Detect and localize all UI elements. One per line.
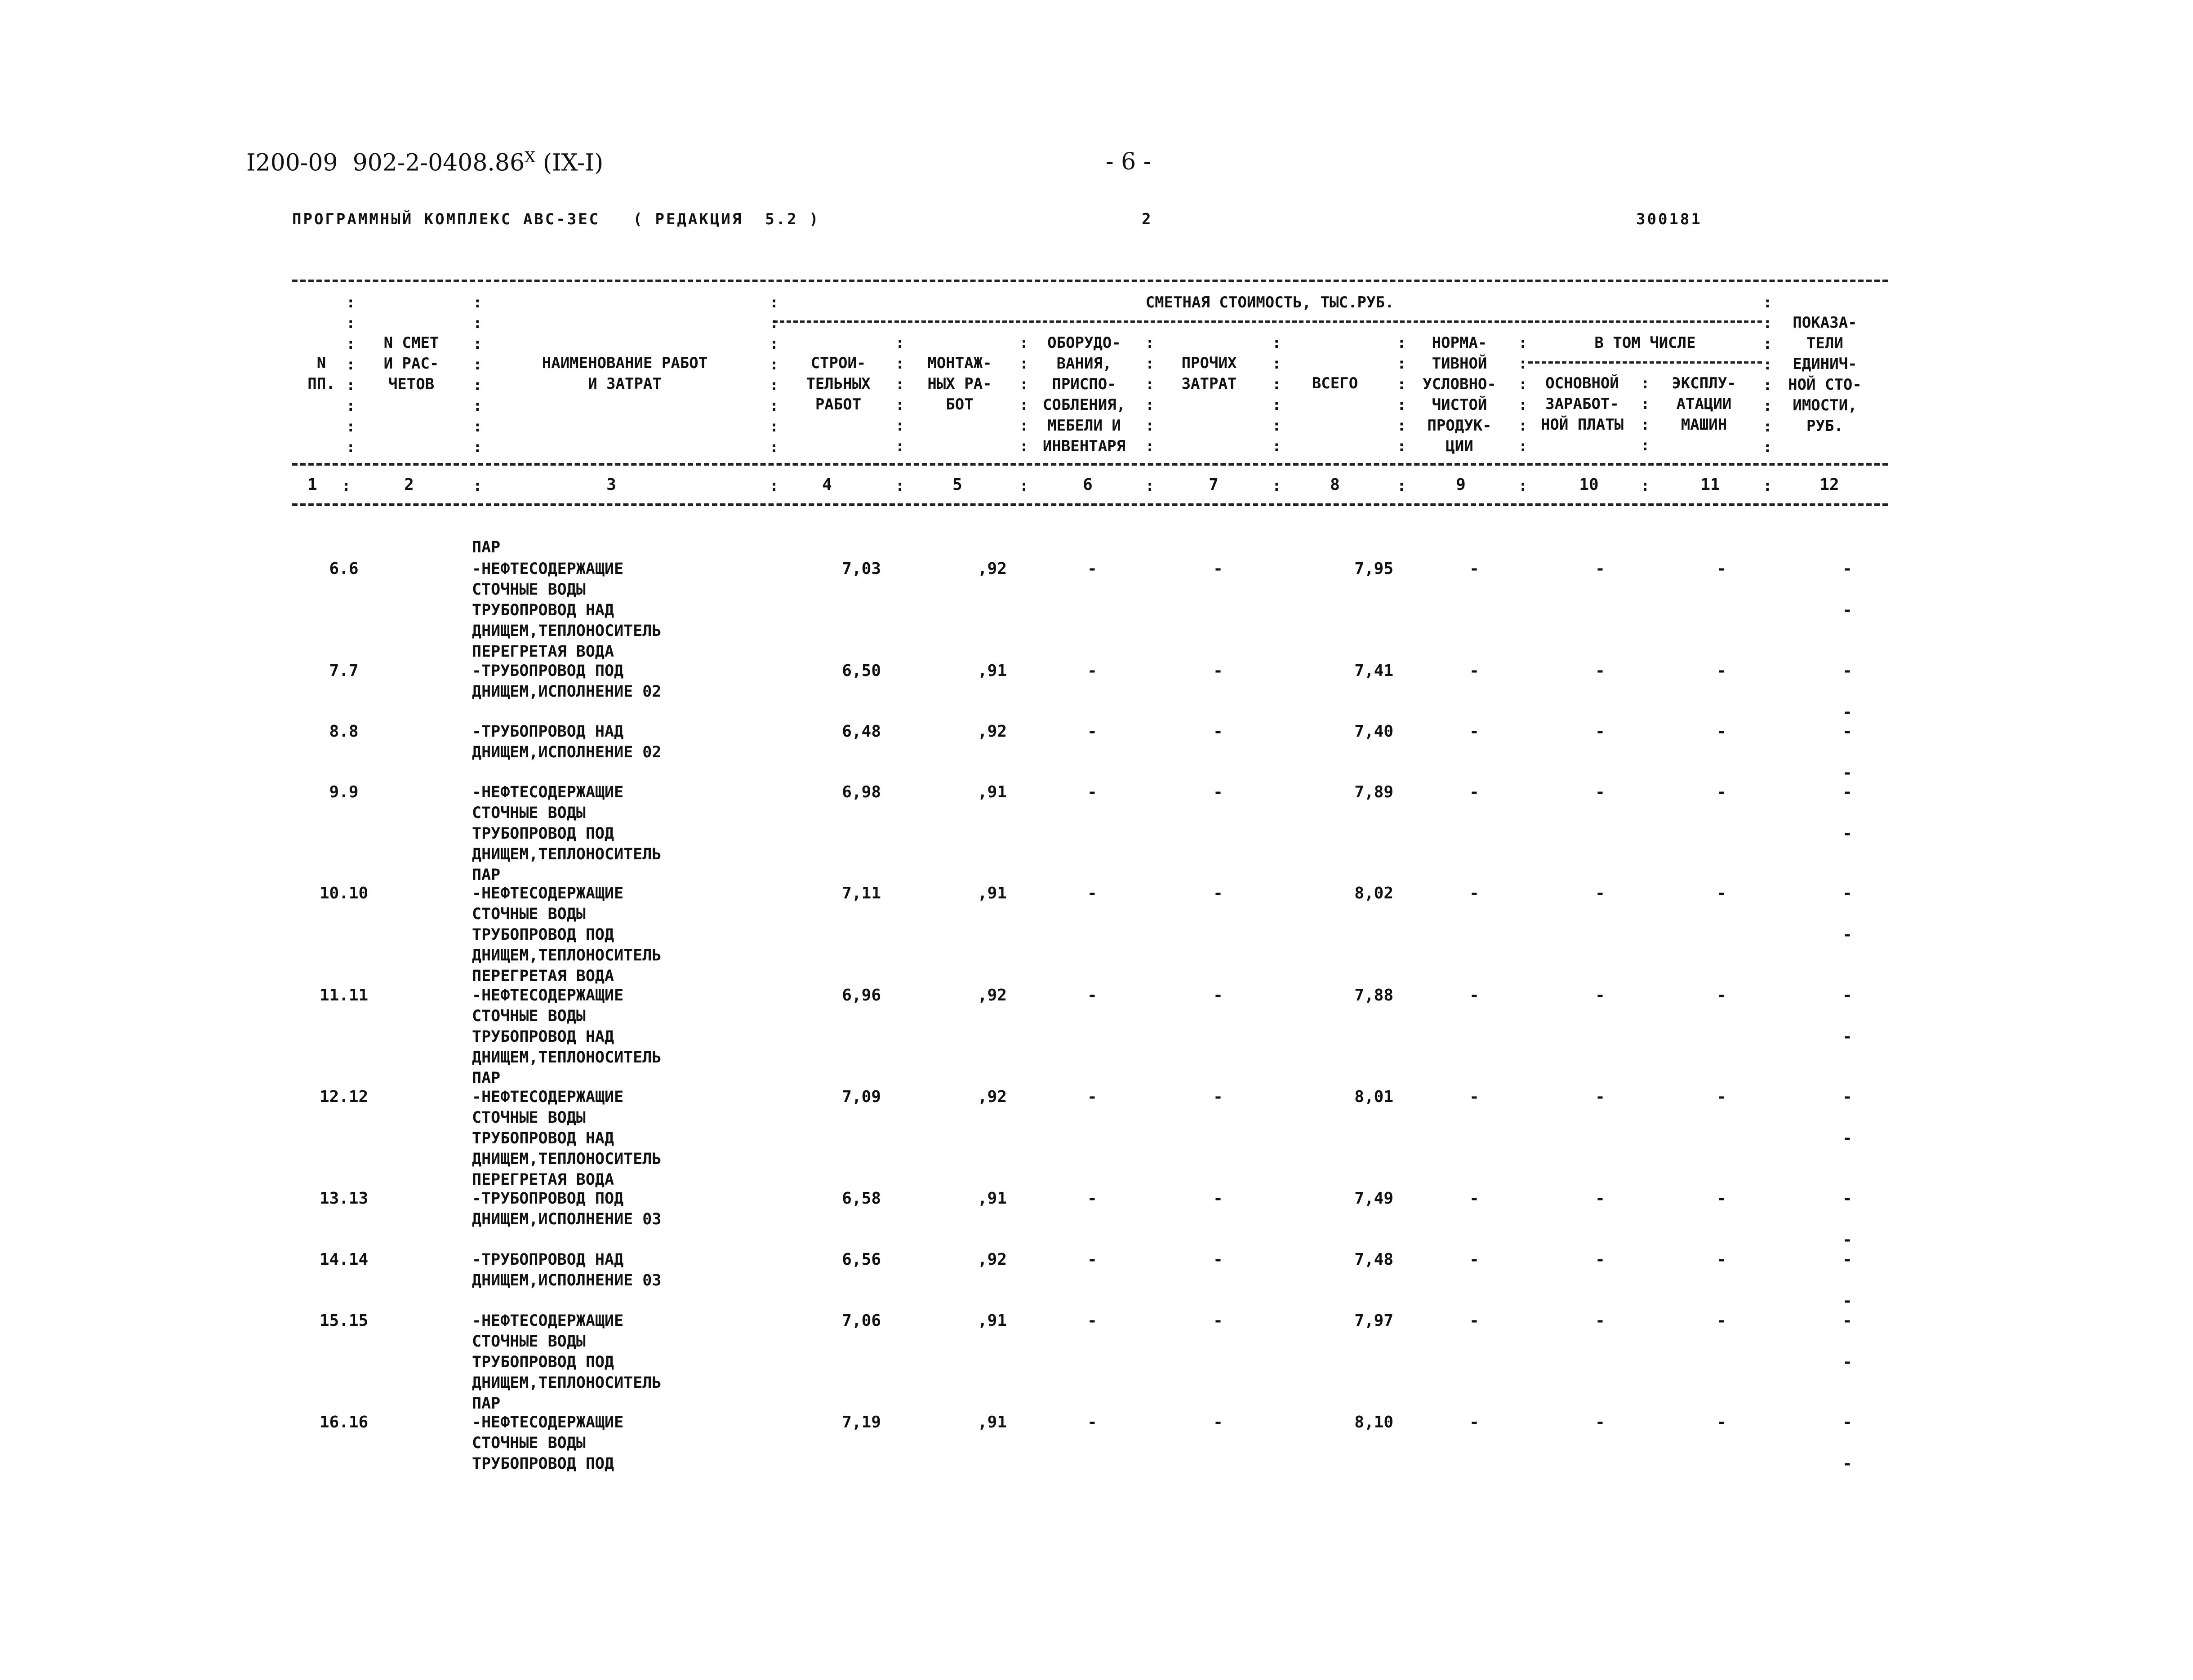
header-col-2: N СМЕТ И РАС- ЧЕТОВ [383, 334, 439, 393]
cell-unit-cost: - [1842, 1311, 1852, 1330]
cell-salary: - [1595, 560, 1605, 578]
header-col-8: ВСЕГО [1312, 374, 1358, 392]
col-separator: : : : : : : [1019, 334, 1029, 455]
cell-work-name: -ТРУБОПРОВОД НАД ДНИЩЕМ,ИСПОЛНЕНИЕ 02 [472, 723, 662, 761]
document-code-main: I200-09 902-2-0408.86 [246, 149, 525, 177]
cell-salary: - [1595, 986, 1605, 1004]
cell-other: - [1213, 1311, 1223, 1330]
cell-unit-cost-extra: - [1842, 1129, 1852, 1147]
cell-unit-cost: - [1842, 1088, 1852, 1106]
cell-construction: 7,11 [842, 884, 881, 902]
cell-installation: ,91 [977, 1311, 1007, 1330]
col-separator: : : : : : : [1272, 334, 1281, 455]
cell-total: 8,10 [1354, 1413, 1393, 1431]
cell-row-number: 11.11 [319, 986, 369, 1004]
header-col-7: ПРОЧИХ ЗАТРАТ [1181, 354, 1237, 393]
col-separator: : [1272, 477, 1281, 495]
cell-machines: - [1717, 1311, 1726, 1330]
cell-unit-cost-extra: - [1842, 1027, 1852, 1046]
cell-installation: ,92 [977, 560, 1007, 578]
cell-installation: ,91 [977, 884, 1007, 902]
cell-equipment: - [1087, 1413, 1097, 1431]
header-incl-group: В ТОМ ЧИСЛЕ [1594, 334, 1696, 352]
cell-unit-cost: - [1842, 1189, 1852, 1208]
col-separator: : [895, 477, 905, 495]
document-code-superscript: X [525, 148, 536, 166]
col-number: 3 [606, 476, 616, 494]
incl-group-rule [1528, 361, 1762, 364]
cell-work-name: -НЕФТЕСОДЕРЖАЩИЕ СТОЧНЫЕ ВОДЫ ТРУБОПРОВОД НАД ДНИЩЕМ,ТЕПЛОНОСИТЕЛЬ ПЕРЕГРЕТАЯ ВОДА [472, 560, 662, 661]
header-cost-group: СМЕТНАЯ СТОИМОСТЬ, ТЫС.РУБ. [1145, 293, 1394, 311]
cell-construction: 6,58 [842, 1189, 881, 1208]
cell-other: - [1213, 1250, 1223, 1269]
cell-equipment: - [1087, 1311, 1097, 1330]
col-separator: : : : : : : [1145, 334, 1155, 455]
cell-work-name: -ТРУБОПРОВОД ПОД ДНИЩЕМ,ИСПОЛНЕНИЕ 03 [472, 1190, 662, 1228]
cell-installation: ,92 [977, 1250, 1007, 1269]
cell-salary: - [1595, 1413, 1605, 1431]
col-separator: : [1763, 477, 1772, 495]
cell-machines: - [1717, 986, 1726, 1004]
col-number: 10 [1579, 476, 1599, 494]
header-col-11: ЭКСПЛУ- АТАЦИИ МАШИН [1672, 374, 1736, 434]
cell-normative: - [1469, 986, 1479, 1004]
col-separator: : [1641, 477, 1650, 495]
cell-machines: - [1717, 560, 1726, 578]
page-number: - 6 - [1106, 148, 1152, 175]
col-separator: : : : : : : : : [346, 293, 356, 456]
cell-salary: - [1595, 783, 1605, 801]
col-number: 9 [1456, 476, 1466, 494]
col-separator: : : : : : : [1397, 334, 1406, 455]
cell-other: - [1213, 884, 1223, 902]
col-number: 5 [952, 476, 962, 494]
colnum-bottom-rule [292, 503, 1888, 506]
cell-normative: - [1469, 560, 1479, 578]
cell-normative: - [1469, 1413, 1479, 1431]
cell-machines: - [1717, 662, 1726, 680]
cell-normative: - [1469, 1250, 1479, 1269]
cell-row-number: 10.10 [319, 884, 369, 902]
cell-installation: ,92 [977, 722, 1007, 741]
cell-installation: ,91 [977, 783, 1007, 801]
col-separator: : [473, 477, 482, 495]
cell-machines: - [1717, 1250, 1726, 1269]
cell-installation: ,91 [977, 1413, 1007, 1431]
header-col-12: ПОКАЗА- ТЕЛИ ЕДИНИЧ- НОЙ СТО- ИМОСТИ, РУБ. [1788, 314, 1862, 435]
col-separator: : [1145, 477, 1155, 495]
col-number: 4 [822, 476, 832, 494]
cell-other: - [1213, 1189, 1223, 1208]
cell-unit-cost-extra: - [1842, 1353, 1852, 1371]
table-top-rule [292, 280, 1888, 282]
cell-salary: - [1595, 1189, 1605, 1208]
cell-normative: - [1469, 884, 1479, 902]
header-col-6: ОБОРУДО- ВАНИЯ, ПРИСПО- СОБЛЕНИЯ, МЕБЕЛИ И ИНВЕНТАРЯ [1042, 334, 1126, 455]
cell-unit-cost: - [1842, 560, 1852, 578]
cell-total: 7,48 [1354, 1250, 1393, 1269]
col-separator: : : : : : : [895, 334, 905, 455]
cell-equipment: - [1087, 783, 1097, 801]
cell-normative: - [1469, 662, 1479, 680]
cell-equipment: - [1087, 1088, 1097, 1106]
cell-unit-cost: - [1842, 783, 1852, 801]
cell-total: 7,40 [1354, 722, 1393, 741]
col-number: 7 [1209, 476, 1219, 494]
cell-row-number: 16.16 [319, 1413, 369, 1431]
cell-equipment: - [1087, 1250, 1097, 1269]
cell-machines: - [1717, 722, 1726, 741]
cell-salary: - [1595, 1250, 1605, 1269]
cell-construction: 6,98 [842, 783, 881, 801]
header-col-10: ОСНОВНОЙ ЗАРАБОТ- НОЙ ПЛАТЫ [1540, 374, 1624, 434]
cell-total: 7,97 [1354, 1311, 1393, 1330]
cell-row-number: 12.12 [319, 1088, 369, 1106]
cell-other: - [1213, 986, 1223, 1004]
cell-work-name: -НЕФТЕСОДЕРЖАЩИЕ СТОЧНЫЕ ВОДЫ ТРУБОПРОВОД ПОД ДНИЩЕМ,ТЕПЛОНОСИТЕЛЬ ПЕРЕГРЕТАЯ ВОДА [472, 884, 662, 985]
cell-normative: - [1469, 1189, 1479, 1208]
cell-row-number: 6.6 [329, 560, 359, 578]
cell-construction: 7,03 [842, 560, 881, 578]
cell-installation: ,91 [977, 1189, 1007, 1208]
document-code-suffix: (IX-I) [535, 149, 604, 177]
col-number: 2 [404, 476, 414, 494]
col-number: 8 [1330, 476, 1340, 494]
cell-installation: ,92 [977, 986, 1007, 1004]
cell-salary: - [1595, 662, 1605, 680]
col-separator: : [1518, 477, 1528, 495]
header-col-5: МОНТАЖ- НЫХ РА- БОТ [927, 354, 992, 413]
cell-unit-cost: - [1842, 1413, 1852, 1431]
cell-equipment: - [1087, 722, 1097, 741]
cell-construction: 6,48 [842, 722, 881, 741]
header-bottom-rule [292, 463, 1888, 466]
cell-other: - [1213, 1413, 1223, 1431]
cell-unit-cost-extra: - [1842, 1292, 1852, 1310]
cell-machines: - [1717, 884, 1726, 902]
col-number: 11 [1700, 476, 1720, 494]
cell-machines: - [1717, 1088, 1726, 1106]
cell-work-name: -НЕФТЕСОДЕРЖАЩИЕ СТОЧНЫЕ ВОДЫ ТРУБОПРОВОД ПОД ДНИЩЕМ,ТЕПЛОНОСИТЕЛЬ ПАР [472, 1312, 662, 1413]
cell-unit-cost: - [1842, 986, 1852, 1004]
cell-construction: 7,09 [842, 1088, 881, 1106]
carryover-fragment: ПАР [472, 538, 501, 556]
cell-equipment: - [1087, 1189, 1097, 1208]
header-col-3: НАИМЕНОВАНИЕ РАБОТ И ЗАТРАТ [542, 354, 708, 393]
cell-unit-cost-extra: - [1842, 925, 1852, 944]
cell-work-name: -ТРУБОПРОВОД НАД ДНИЩЕМ,ИСПОЛНЕНИЕ 03 [472, 1251, 662, 1289]
cell-row-number: 14.14 [319, 1250, 369, 1269]
cell-normative: - [1469, 1088, 1479, 1106]
col-separator: : [1397, 477, 1406, 495]
cell-total: 7,41 [1354, 662, 1393, 680]
document-code [246, 148, 603, 176]
cell-normative: - [1469, 722, 1479, 741]
cell-equipment: - [1087, 560, 1097, 578]
header-col-4: СТРОИ- ТЕЛЬНЫХ РАБОТ [806, 354, 871, 413]
col-separator: : [770, 477, 779, 495]
col-separator: : : : : : : [1518, 334, 1528, 455]
cell-row-number: 8.8 [329, 722, 359, 741]
cell-work-name: -НЕФТЕСОДЕРЖАЩИЕ СТОЧНЫЕ ВОДЫ ТРУБОПРОВОД ПОД [472, 1413, 624, 1473]
cell-total: 7,89 [1354, 783, 1393, 801]
col-separator: : : : : : : : : [473, 293, 482, 456]
cell-total: 7,95 [1354, 560, 1393, 578]
cell-unit-cost-extra: - [1842, 764, 1852, 782]
cell-equipment: - [1087, 986, 1097, 1004]
cell-unit-cost-extra: - [1842, 601, 1852, 619]
cell-work-name: -ТРУБОПРОВОД ПОД ДНИЩЕМ,ИСПОЛНЕНИЕ 02 [472, 662, 662, 701]
cell-total: 8,01 [1354, 1088, 1393, 1106]
cell-unit-cost-extra: - [1842, 703, 1852, 721]
cell-row-number: 7.7 [329, 662, 359, 680]
cell-construction: 6,96 [842, 986, 881, 1004]
cell-construction: 7,06 [842, 1311, 881, 1330]
cell-machines: - [1717, 1413, 1726, 1431]
cell-total: 7,49 [1354, 1189, 1393, 1208]
cell-row-number: 15.15 [319, 1311, 369, 1330]
cell-unit-cost: - [1842, 1250, 1852, 1269]
cell-unit-cost: - [1842, 722, 1852, 741]
cell-installation: ,92 [977, 1088, 1007, 1106]
cell-unit-cost-extra: - [1842, 1454, 1852, 1473]
cell-unit-cost-extra: - [1842, 824, 1852, 843]
cell-normative: - [1469, 1311, 1479, 1330]
cell-construction: 6,56 [842, 1250, 881, 1269]
col-number: 1 [307, 476, 317, 494]
cell-construction: 7,19 [842, 1413, 881, 1431]
cell-installation: ,91 [977, 662, 1007, 680]
cell-salary: - [1595, 1311, 1605, 1330]
cell-normative: - [1469, 783, 1479, 801]
document-number: 300181 [1636, 210, 1702, 228]
col-separator: : : : : [1641, 374, 1650, 454]
cell-work-name: -НЕФТЕСОДЕРЖАЩИЕ СТОЧНЫЕ ВОДЫ ТРУБОПРОВОД НАД ДНИЩЕМ,ТЕПЛОНОСИТЕЛЬ ПАР [472, 987, 662, 1087]
cell-other: - [1213, 560, 1223, 578]
cell-construction: 6,50 [842, 662, 881, 680]
header-col-9: НОРМА- ТИВНОЙ УСЛОВНО- ЧИСТОЙ ПРОДУК- ЦИИ [1423, 334, 1496, 455]
cell-other: - [1213, 783, 1223, 801]
cell-unit-cost-extra: - [1842, 1231, 1852, 1249]
col-separator: : : : : : : : : [770, 293, 779, 456]
cell-salary: - [1595, 722, 1605, 741]
cost-group-rule [773, 320, 1762, 323]
cell-row-number: 9.9 [329, 783, 359, 801]
header-col-1: N ПП. [307, 354, 335, 393]
col-separator: : [342, 477, 351, 495]
program-number: 2 [1142, 210, 1153, 228]
cell-unit-cost: - [1842, 662, 1852, 680]
cell-row-number: 13.13 [319, 1189, 369, 1208]
cell-total: 7,88 [1354, 986, 1393, 1004]
cell-equipment: - [1087, 662, 1097, 680]
cell-salary: - [1595, 1088, 1605, 1106]
cell-work-name: -НЕФТЕСОДЕРЖАЩИЕ СТОЧНЫЕ ВОДЫ ТРУБОПРОВОД НАД ДНИЩЕМ,ТЕПЛОНОСИТЕЛЬ ПЕРЕГРЕТАЯ ВОДА [472, 1088, 662, 1189]
cell-unit-cost: - [1842, 884, 1852, 902]
cell-machines: - [1717, 783, 1726, 801]
cell-machines: - [1717, 1189, 1726, 1208]
cell-total: 8,02 [1354, 884, 1393, 902]
cell-work-name: -НЕФТЕСОДЕРЖАЩИЕ СТОЧНЫЕ ВОДЫ ТРУБОПРОВОД ПОД ДНИЩЕМ,ТЕПЛОНОСИТЕЛЬ ПАР [472, 783, 662, 884]
cell-other: - [1213, 662, 1223, 680]
cell-other: - [1213, 722, 1223, 741]
program-title: ПРОГРАММНЫЙ КОМПЛЕКС АВС-3ЕС ( РЕДАКЦИЯ 5.2 ) [292, 210, 820, 228]
cell-salary: - [1595, 884, 1605, 902]
cell-other: - [1213, 1088, 1223, 1106]
col-separator: : [1019, 477, 1029, 495]
col-number: 6 [1083, 476, 1093, 494]
col-number: 12 [1819, 476, 1839, 494]
cell-equipment: - [1087, 884, 1097, 902]
col-separator: : : : : : : : : [1763, 293, 1772, 456]
